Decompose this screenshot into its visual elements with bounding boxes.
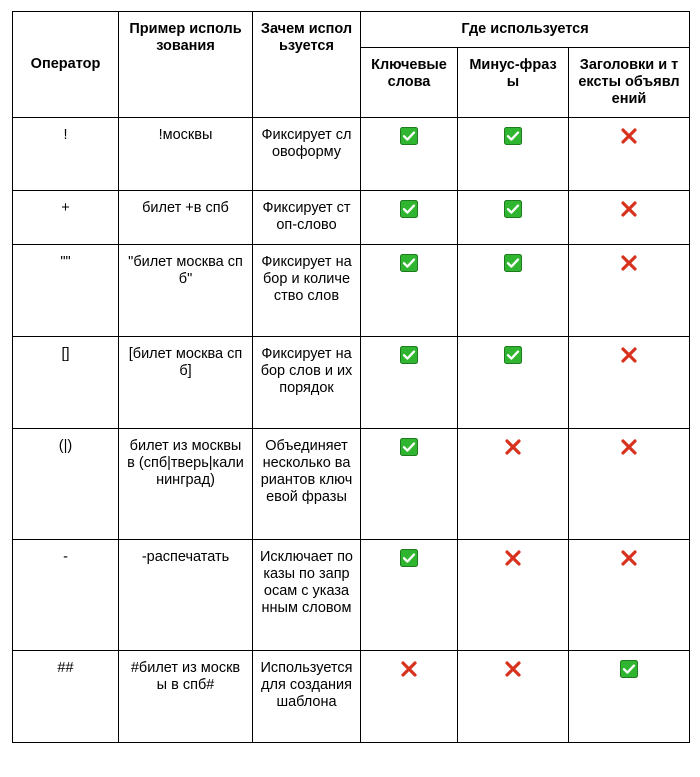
cell-negative [458, 651, 569, 743]
cell-example: !москвы [119, 118, 253, 191]
green-checkbox-icon [400, 346, 418, 364]
cell-operator: - [13, 540, 119, 651]
header-purpose: Зачем используется [253, 12, 361, 118]
green-checkbox-icon [504, 127, 522, 145]
cell-purpose: Фиксирует набор слов и их порядок [253, 337, 361, 429]
red-cross-icon [620, 200, 638, 218]
header-row [13, 12, 690, 48]
cell-purpose: Исключает показы по запросам с указанным словом [253, 540, 361, 651]
cell-ads [569, 118, 690, 191]
green-checkbox-icon [504, 346, 522, 364]
cell-negative [458, 118, 569, 191]
header-ads: Заголовки и тексты объявлений [569, 48, 690, 118]
cell-operator: ## [13, 651, 119, 743]
red-cross-icon [400, 660, 418, 678]
cell-operator: "" [13, 245, 119, 337]
operators-table [12, 11, 690, 743]
green-checkbox-icon [400, 549, 418, 567]
green-checkbox-icon [504, 254, 522, 272]
table-row [13, 245, 690, 337]
cell-example: "билет москва спб" [119, 245, 253, 337]
cell-negative [458, 245, 569, 337]
cell-ads [569, 540, 690, 651]
header-operator: Оператор [13, 12, 119, 118]
green-checkbox-icon [504, 200, 522, 218]
cell-keywords [361, 429, 458, 540]
cell-negative [458, 191, 569, 245]
cell-keywords [361, 245, 458, 337]
cell-purpose: Используется для создания шаблона [253, 651, 361, 743]
cell-example: билет +в спб [119, 191, 253, 245]
green-checkbox-icon [400, 127, 418, 145]
cell-ads [569, 337, 690, 429]
cell-example: -распечатать [119, 540, 253, 651]
red-cross-icon [620, 438, 638, 456]
table-row [13, 651, 690, 743]
red-cross-icon [620, 127, 638, 145]
cell-ads [569, 651, 690, 743]
cell-purpose: Объединяет несколько вариантов ключевой фразы [253, 429, 361, 540]
cell-purpose: Фиксирует стоп-слово [253, 191, 361, 245]
table-row [13, 429, 690, 540]
red-cross-icon [504, 660, 522, 678]
table-row [13, 337, 690, 429]
table-row [13, 191, 690, 245]
cell-purpose: Фиксирует набор и количество слов [253, 245, 361, 337]
cell-negative [458, 540, 569, 651]
cell-keywords [361, 191, 458, 245]
table-row [13, 540, 690, 651]
cell-operator: + [13, 191, 119, 245]
cell-negative [458, 429, 569, 540]
cell-keywords [361, 540, 458, 651]
green-checkbox-icon [400, 254, 418, 272]
header-keywords: Ключевые слова [361, 48, 458, 118]
header-negative-phrases: Минус-фразы [458, 48, 569, 118]
cell-operator: [] [13, 337, 119, 429]
red-cross-icon [620, 549, 638, 567]
red-cross-icon [620, 346, 638, 364]
red-cross-icon [504, 549, 522, 567]
cell-negative [458, 337, 569, 429]
green-checkbox-icon [400, 438, 418, 456]
cell-example: [билет москва спб] [119, 337, 253, 429]
cell-keywords [361, 337, 458, 429]
table-body [13, 118, 690, 743]
cell-operator: (|) [13, 429, 119, 540]
red-cross-icon [620, 254, 638, 272]
cell-purpose: Фиксирует словоформу [253, 118, 361, 191]
header-example: Пример использования [119, 12, 253, 118]
cell-operator: ! [13, 118, 119, 191]
red-cross-icon [504, 438, 522, 456]
cell-ads [569, 429, 690, 540]
green-checkbox-icon [400, 200, 418, 218]
green-checkbox-icon [620, 660, 638, 678]
header-where-used: Где используется [361, 12, 690, 48]
cell-example: билет из москвы в (спб|тверь|калининград) [119, 429, 253, 540]
cell-keywords [361, 651, 458, 743]
cell-ads [569, 191, 690, 245]
cell-keywords [361, 118, 458, 191]
cell-example: #билет из москвы в спб# [119, 651, 253, 743]
table-row [13, 118, 690, 191]
cell-ads [569, 245, 690, 337]
